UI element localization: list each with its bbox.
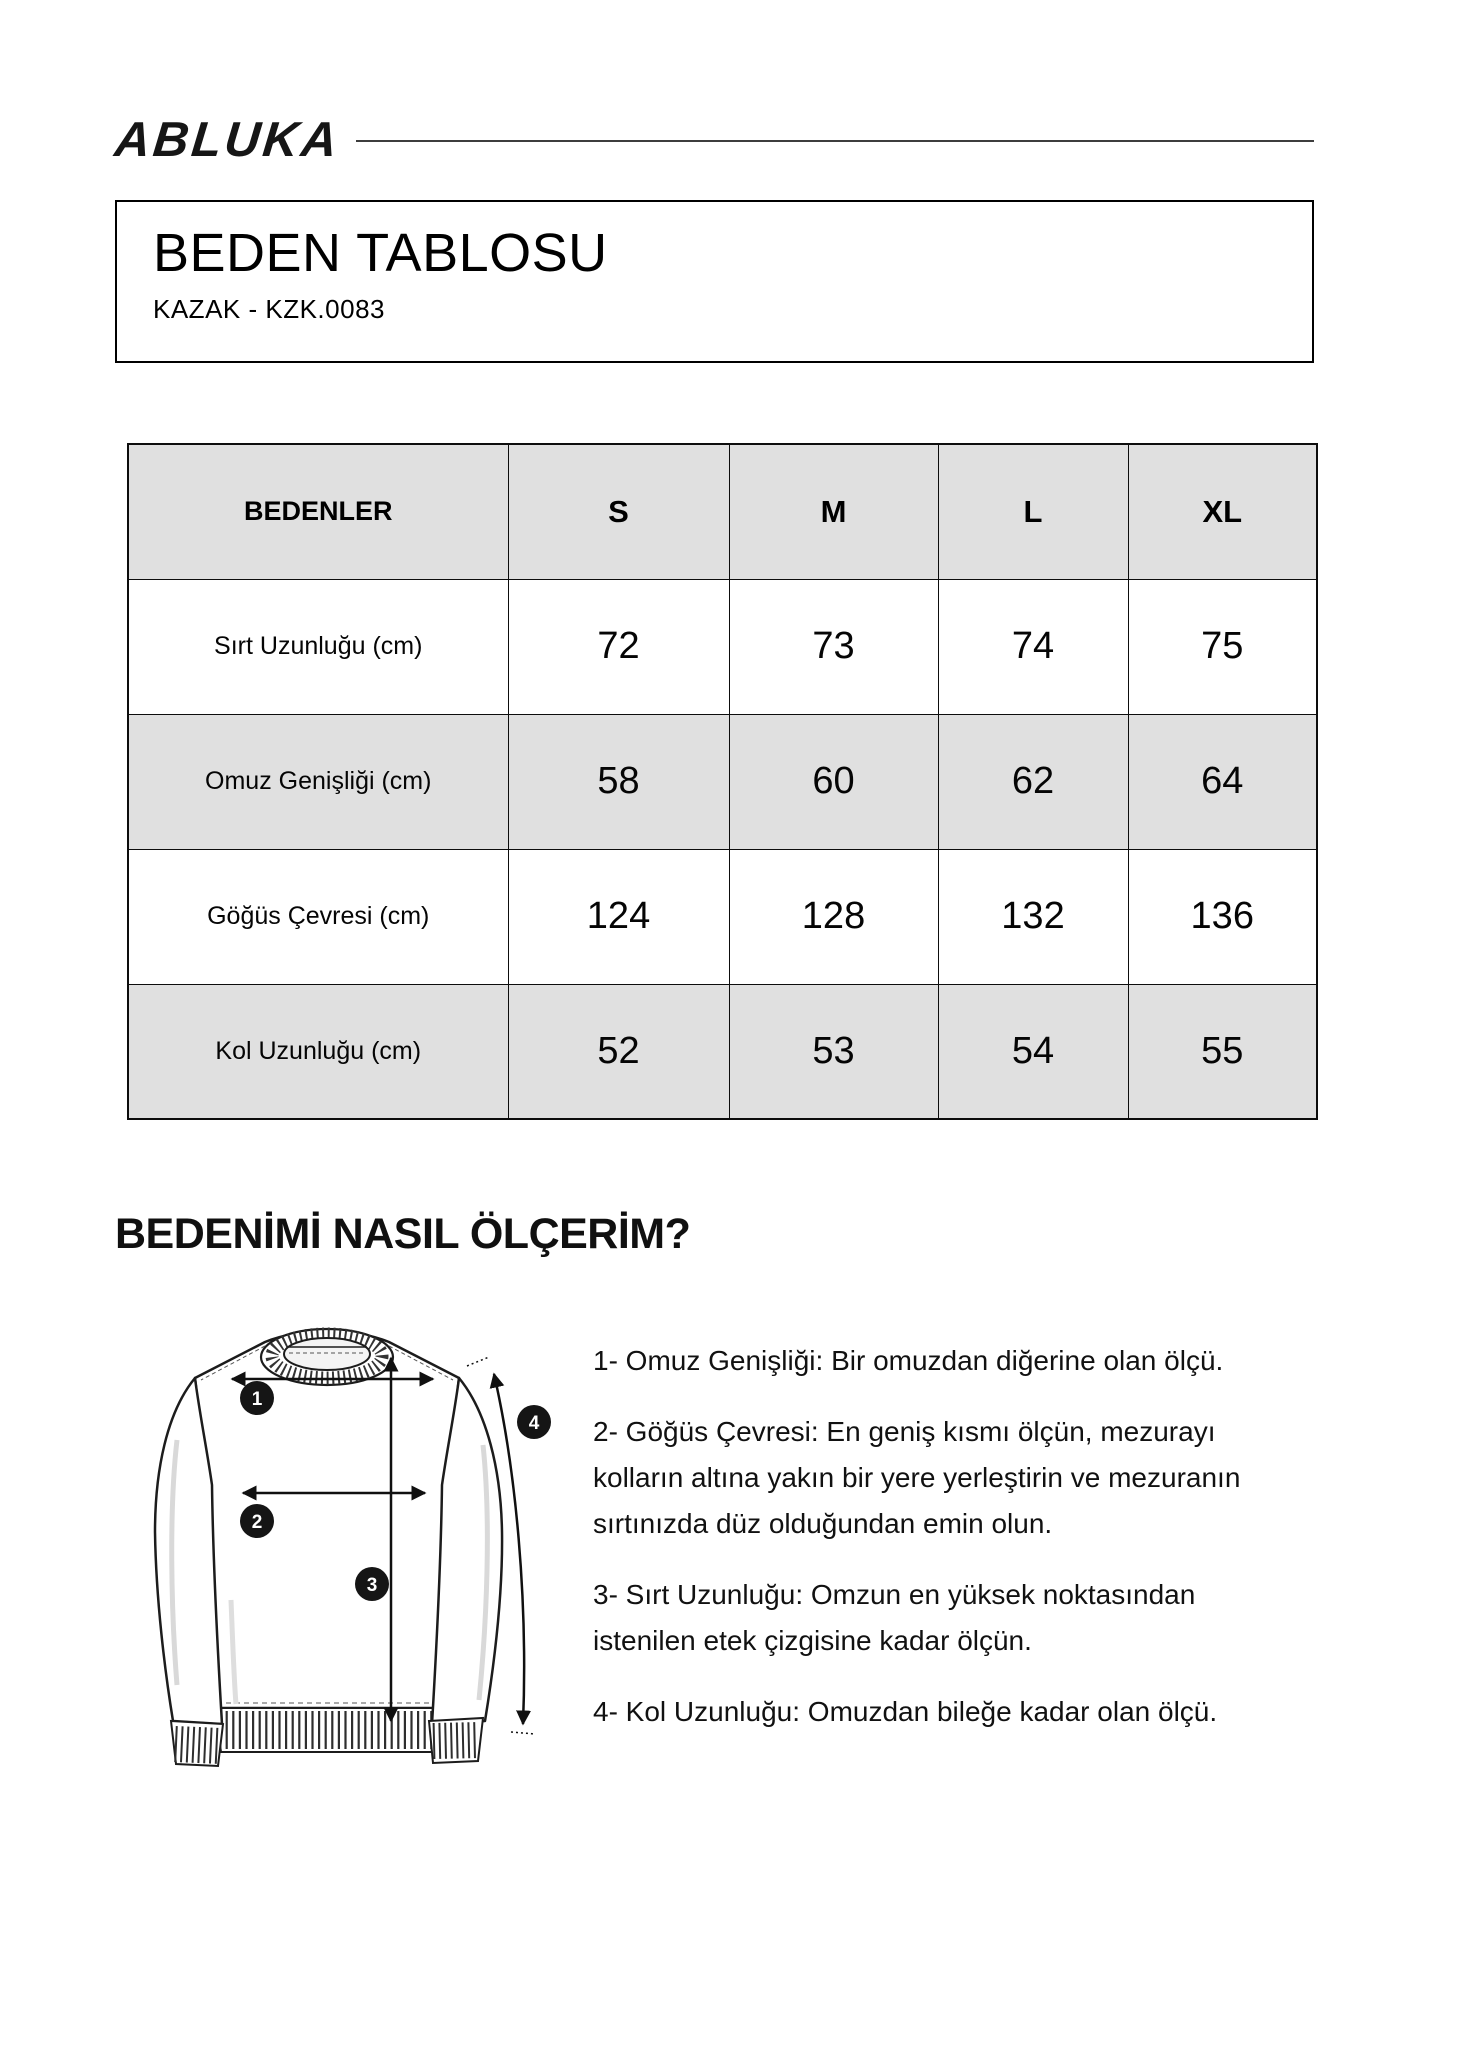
row-label: Göğüs Çevresi (cm) xyxy=(128,849,508,984)
instruction-sleeve-length: 4- Kol Uzunluğu: Omuzdan bileğe kadar olan ölçü. xyxy=(593,1696,1218,1727)
instruction-shoulder-width: 1- Omuz Genişliği: Bir omuzdan diğerine olan ölçü. xyxy=(593,1345,1224,1376)
row-label: Omuz Genişliği (cm) xyxy=(128,714,508,849)
title-box xyxy=(115,200,1314,363)
badge-1-number: 1 xyxy=(251,1389,263,1410)
cell-value: 74 xyxy=(938,579,1128,714)
cell-value: 60 xyxy=(729,714,938,849)
row-label: Sırt Uzunluğu (cm) xyxy=(128,579,508,714)
badge-3-number: 3 xyxy=(366,1575,378,1596)
cell-value: 128 xyxy=(729,849,938,984)
page-title: BEDEN TABLOSU xyxy=(153,223,608,283)
cell-value: 136 xyxy=(1128,849,1317,984)
badge-2-number: 2 xyxy=(251,1512,263,1533)
row-label: Kol Uzunluğu (cm) xyxy=(128,984,508,1119)
brand-logo: ABLUKA xyxy=(112,113,343,167)
badge-4-number: 4 xyxy=(528,1413,540,1434)
column-header-xl: XL xyxy=(1128,444,1317,579)
column-header-s: S xyxy=(508,444,729,579)
table-row-shoulder-width xyxy=(128,714,1317,849)
size-table-header-row xyxy=(128,444,1317,579)
instruction-chest: 2- Göğüs Çevresi: En geniş kısmı ölçün, mezurayı kolların altına yakın bir yere yerleştirin ve mezuranın sırtınızda düz olduğundan emin olun. xyxy=(593,1416,1241,1539)
size-table xyxy=(127,443,1318,1120)
product-code: KAZAK - KZK.0083 xyxy=(153,294,385,324)
how-to-measure-heading: BEDENİMİ NASIL ÖLÇERİM? xyxy=(115,1210,691,1258)
cell-value: 62 xyxy=(938,714,1128,849)
table-row-chest xyxy=(128,849,1317,984)
column-header-bedenler: BEDENLER xyxy=(128,444,508,579)
cell-value: 52 xyxy=(508,984,729,1119)
instruction-back-length: 3- Sırt Uzunluğu: Omzun en yüksek noktasından istenilen etek çizgisine kadar ölçün. xyxy=(593,1579,1196,1656)
table-row-back-length xyxy=(128,579,1317,714)
cell-value: 132 xyxy=(938,849,1128,984)
measurement-instructions xyxy=(593,1338,1293,1735)
cell-value: 75 xyxy=(1128,579,1317,714)
table-row-sleeve-length xyxy=(128,984,1317,1119)
cell-value: 64 xyxy=(1128,714,1317,849)
sweater-measurement-diagram xyxy=(115,1300,575,1787)
column-header-m: M xyxy=(729,444,938,579)
cell-value: 72 xyxy=(508,579,729,714)
header-divider-line xyxy=(356,140,1314,142)
cell-value: 58 xyxy=(508,714,729,849)
column-header-l: L xyxy=(938,444,1128,579)
cell-value: 54 xyxy=(938,984,1128,1119)
brand-header xyxy=(112,112,1314,168)
cell-value: 53 xyxy=(729,984,938,1119)
cell-value: 124 xyxy=(508,849,729,984)
cell-value: 55 xyxy=(1128,984,1317,1119)
cell-value: 73 xyxy=(729,579,938,714)
